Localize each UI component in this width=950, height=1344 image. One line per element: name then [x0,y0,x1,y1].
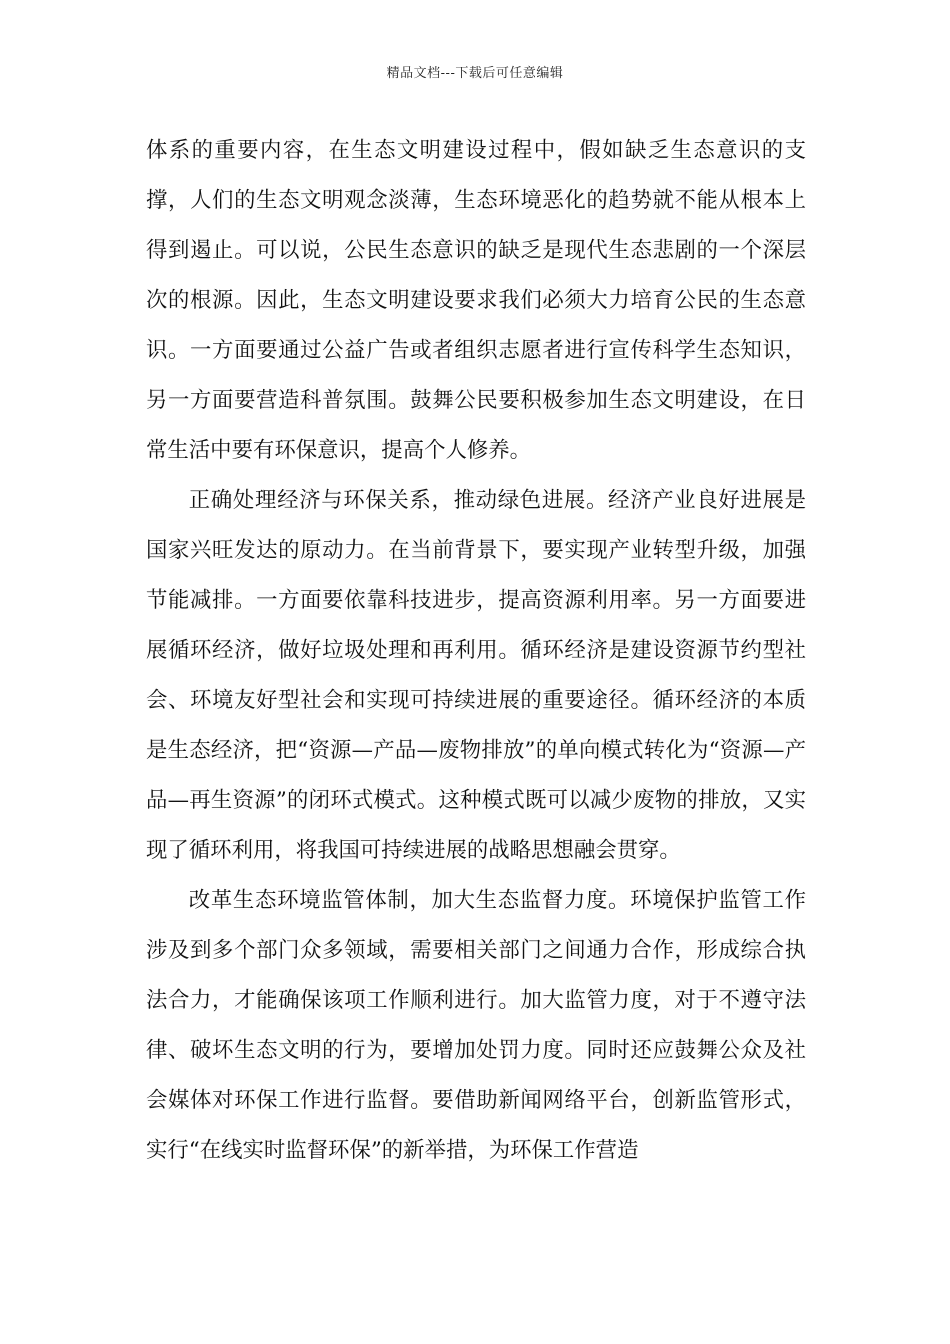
document-body [146,126,806,1176]
paragraph-1: 体系的重要内容，在生态文明建设过程中，假如缺乏生态意识的支撑，人们的生态文明观念淡薄，生态环境恶化的趋势就不能从根本上得到遏止。可以说，公民生态意识的缺乏是现代生态悲剧的一个深层次的根源。因此，生态文明建设要求我们必须大力培育公民的生态意识。一方面要通过公益广告或者组织志愿者进行宣传科学生态知识，另一方面要营造科普氛围。鼓舞公民要积极参加生态文明建设，在日常生活中要有环保意识，提高个人修养。 [146,138,806,463]
paragraph-2: 正确处理经济与环保关系，推动绿色进展。经济产业良好进展是国家兴旺发达的原动力。在当前背景下，要实现产业转型升级，加强节能减排。一方面要依靠科技进步，提高资源利用率。另一方面要进展循环经济，做好垃圾处理和再利用。循环经济是建设资源节约型社会、环境友好型社会和实现可持续进展的重要途径。循环经济的本质是生态经济，把“资源—产品—废物排放”的单向模式转化为“资源—产品—再生资源”的闭环式模式。这种模式既可以减少废物的排放，又实现了循环利用，将我国可持续进展的战略思想融会贯穿。 [146,488,806,863]
page-header: 精品文档---下载后可任意编辑 [386,66,564,81]
paragraph-3: 改革生态环境监管体制，加大生态监督力度。环境保护监管工作涉及到多个部门众多领域，需要相关部门之间通力合作，形成综合执法合力，才能确保该项工作顺利进行。加大监管力度，对于不遵守法律、破坏生态文明的行为，要增加处罚力度。同时还应鼓舞公众及社会媒体对环保工作进行监督。要借助新闻网络平台，创新监管形式，实行“在线实时监督环保”的新举措，为环保工作营造 [146,888,806,1163]
